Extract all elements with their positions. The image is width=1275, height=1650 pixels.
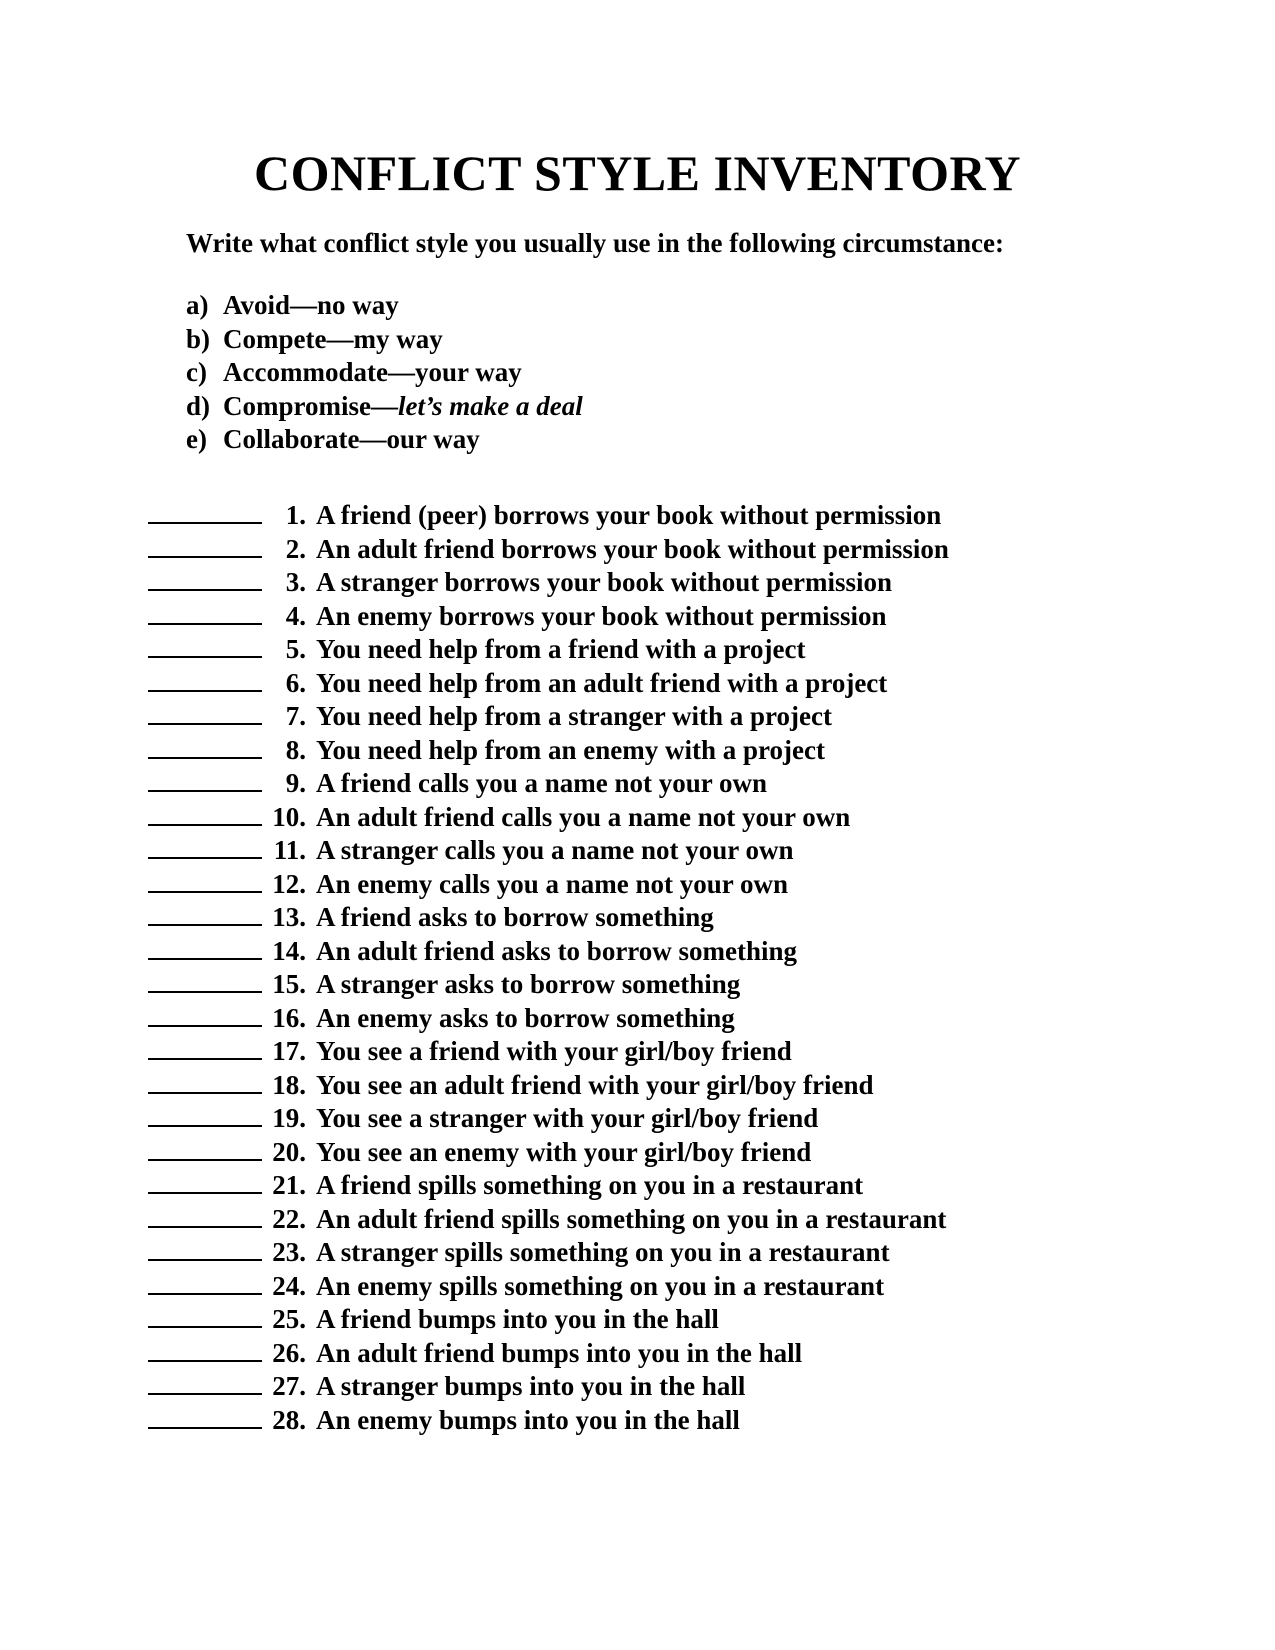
item-number: 2.	[285, 533, 306, 564]
style-option	[186, 356, 583, 390]
option-description: no way	[317, 290, 399, 320]
circumstance-item	[148, 1337, 949, 1371]
circumstance-item	[148, 533, 949, 567]
item-number: 16.	[272, 1002, 306, 1033]
circumstance-item	[148, 1069, 949, 1103]
page-title: CONFLICT STYLE INVENTORY	[254, 145, 1021, 201]
answer-blank[interactable]	[148, 1103, 262, 1127]
circumstance-item	[148, 600, 949, 634]
option-description: let’s make a deal	[398, 390, 583, 421]
item-text: An adult friend spills something on you in a restaurant	[316, 1203, 947, 1234]
option-dash: —	[371, 390, 398, 421]
circumstance-item	[148, 700, 949, 734]
circumstance-item	[148, 633, 949, 667]
option-name: Compromise	[223, 390, 371, 421]
answer-blank[interactable]	[148, 567, 262, 591]
item-number: 23.	[272, 1237, 306, 1267]
item-number: 7.	[285, 701, 306, 731]
item-text: An adult friend asks to borrow something	[316, 935, 798, 966]
option-description: our way	[386, 424, 480, 454]
circumstance-item	[148, 868, 949, 902]
circumstance-item	[148, 734, 949, 768]
answer-blank[interactable]	[148, 1338, 262, 1362]
item-text: A friend spills something on you in a restaurant	[316, 1170, 864, 1200]
item-text: A friend bumps into you in the hall	[316, 1304, 719, 1334]
answer-blank[interactable]	[148, 1170, 262, 1194]
style-option	[186, 323, 583, 357]
answer-blank[interactable]	[148, 601, 262, 625]
instruction-text: Write what conflict style you usually use in the following circumstance:	[186, 228, 1004, 258]
item-number: 3.	[285, 567, 306, 597]
circumstance-item	[148, 1035, 949, 1069]
answer-blank[interactable]	[148, 835, 262, 859]
circumstance-item	[148, 499, 949, 533]
option-name: Avoid	[223, 290, 291, 320]
item-text: A stranger calls you a name not your own	[316, 835, 794, 865]
option-dash: —	[326, 323, 354, 354]
item-number: 25.	[272, 1304, 306, 1334]
item-number: 24.	[272, 1270, 306, 1301]
item-text: An enemy borrows your book without permission	[316, 600, 887, 631]
answer-blank[interactable]	[148, 1405, 262, 1429]
answer-blank[interactable]	[148, 1237, 262, 1261]
item-text: An adult friend calls you a name not your own	[316, 801, 851, 832]
answer-blank[interactable]	[148, 902, 262, 926]
circumstance-item	[148, 1236, 949, 1270]
item-number: 10.	[272, 801, 306, 832]
item-text: A stranger borrows your book without permission	[316, 567, 893, 597]
answer-blank[interactable]	[148, 735, 262, 759]
option-letter: d)	[186, 390, 211, 421]
item-text: A stranger bumps into you in the hall	[316, 1371, 746, 1401]
item-number: 28.	[272, 1404, 306, 1435]
answer-blank[interactable]	[148, 1271, 262, 1295]
circumstance-item	[148, 1370, 949, 1404]
item-text: A friend (peer) borrows your book without permission	[316, 500, 942, 530]
item-text: An enemy bumps into you in the hall	[316, 1404, 740, 1435]
item-number: 12.	[272, 868, 306, 899]
item-number: 14.	[272, 935, 306, 966]
answer-blank[interactable]	[148, 534, 262, 558]
answer-blank[interactable]	[148, 936, 262, 960]
option-dash: —	[387, 357, 415, 387]
circumstance-list	[148, 499, 949, 1437]
circumstance-item	[148, 1102, 949, 1136]
answer-blank[interactable]	[148, 969, 262, 993]
answer-blank[interactable]	[148, 1304, 262, 1328]
circumstance-item	[148, 767, 949, 801]
item-number: 19.	[272, 1103, 306, 1133]
item-number: 9.	[285, 768, 306, 798]
circumstance-item	[148, 1002, 949, 1036]
item-text: A stranger asks to borrow something	[316, 969, 741, 999]
item-number: 4.	[285, 600, 306, 631]
item-text: A stranger spills something on you in a restaurant	[316, 1237, 890, 1267]
item-number: 6.	[285, 667, 306, 698]
style-option	[186, 289, 583, 323]
answer-blank[interactable]	[148, 869, 262, 893]
option-dash: —	[290, 290, 318, 320]
item-number: 1.	[285, 500, 306, 530]
option-description: your way	[414, 357, 522, 387]
item-text: You see an enemy with your girl/boy friend	[316, 1136, 812, 1167]
item-text: An enemy spills something on you in a restaurant	[316, 1270, 885, 1301]
option-name: Accommodate	[223, 357, 388, 387]
item-text: You see a friend with your girl/boy friend	[316, 1036, 792, 1066]
item-number: 18.	[272, 1069, 306, 1100]
item-text: A friend asks to borrow something	[316, 902, 714, 932]
option-letter: c)	[186, 357, 207, 387]
circumstance-item	[148, 667, 949, 701]
circumstance-item	[148, 1303, 949, 1337]
circumstance-item	[148, 566, 949, 600]
circumstance-item	[148, 1169, 949, 1203]
answer-blank[interactable]	[148, 701, 262, 725]
item-number: 13.	[272, 902, 306, 932]
option-dash: —	[359, 424, 387, 454]
answer-blank[interactable]	[148, 1036, 262, 1060]
item-number: 17.	[272, 1036, 306, 1066]
answer-blank[interactable]	[148, 1003, 262, 1027]
circumstance-item	[148, 1270, 949, 1304]
answer-blank[interactable]	[148, 668, 262, 692]
style-option	[186, 390, 583, 424]
item-text: An enemy calls you a name not your own	[316, 868, 789, 899]
option-description: my way	[353, 323, 443, 354]
circumstance-item	[148, 801, 949, 835]
circumstance-item	[148, 1404, 949, 1438]
style-options-list	[186, 289, 583, 457]
answer-blank[interactable]	[148, 500, 262, 524]
circumstance-item	[148, 1203, 949, 1237]
option-name: Compete	[223, 323, 327, 354]
answer-blank[interactable]	[148, 1371, 262, 1395]
answer-blank[interactable]	[148, 768, 262, 792]
answer-blank[interactable]	[148, 1070, 262, 1094]
item-number: 27.	[272, 1371, 306, 1401]
option-letter: b)	[186, 323, 211, 354]
item-text: An enemy asks to borrow something	[316, 1002, 735, 1033]
circumstance-item	[148, 834, 949, 868]
item-number: 21.	[272, 1170, 306, 1200]
answer-blank[interactable]	[148, 634, 262, 658]
option-name: Collaborate	[223, 424, 360, 454]
item-number: 15.	[272, 969, 306, 999]
style-option	[186, 423, 583, 457]
item-number: 26.	[272, 1337, 306, 1368]
item-text: A friend calls you a name not your own	[316, 768, 768, 798]
answer-blank[interactable]	[148, 1137, 262, 1161]
item-text: You need help from an adult friend with a project	[316, 667, 888, 698]
item-text: You need help from a stranger with a project	[316, 701, 832, 731]
circumstance-item	[148, 901, 949, 935]
item-text: You see an adult friend with your girl/boy friend	[316, 1069, 874, 1100]
option-letter: e)	[186, 424, 207, 454]
item-number: 8.	[285, 734, 306, 765]
answer-blank[interactable]	[148, 1204, 262, 1228]
item-text: You need help from an enemy with a project	[316, 734, 825, 765]
item-text: You need help from a friend with a project	[316, 634, 806, 664]
circumstance-item	[148, 968, 949, 1002]
circumstance-item	[148, 1136, 949, 1170]
answer-blank[interactable]	[148, 802, 262, 826]
item-number: 5.	[285, 634, 306, 664]
item-number: 11.	[273, 835, 306, 865]
item-text: An adult friend borrows your book without permission	[316, 533, 949, 564]
option-letter: a)	[186, 290, 209, 320]
item-text: You see a stranger with your girl/boy friend	[316, 1103, 819, 1133]
item-text: An adult friend bumps into you in the hall	[316, 1337, 803, 1368]
item-number: 20.	[272, 1136, 306, 1167]
item-number: 22.	[272, 1203, 306, 1234]
circumstance-item	[148, 935, 949, 969]
